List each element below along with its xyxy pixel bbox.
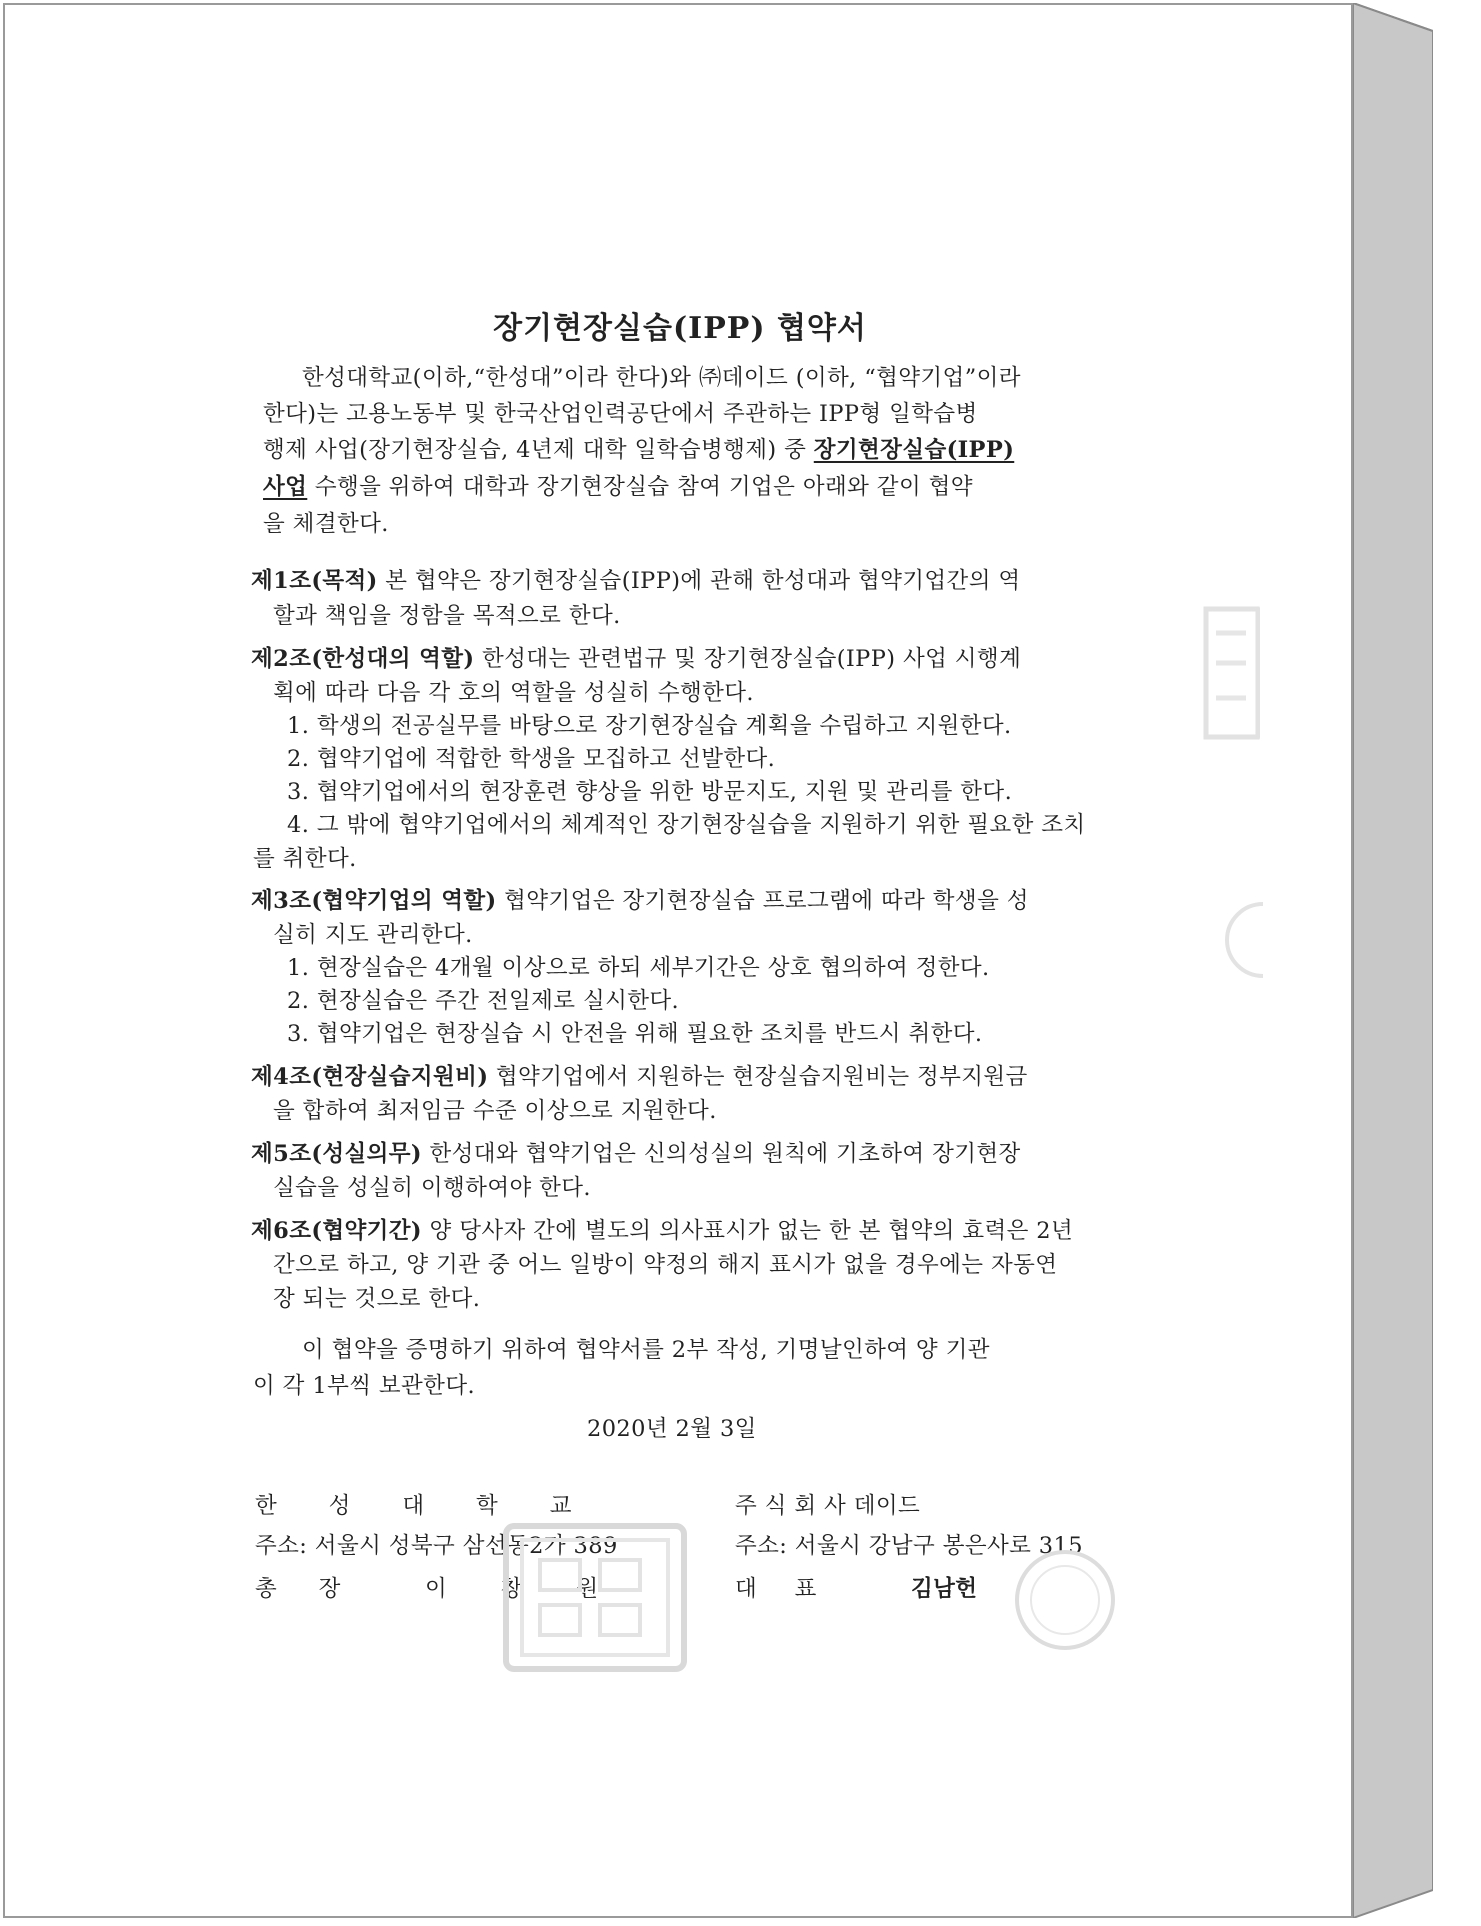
article-3-heading: 제3조(협약기업의 역할) xyxy=(251,888,497,914)
preamble-line-3-text: 행제 사업(장기현장실습, 4년제 대학 일학습병행제) 중 xyxy=(263,437,814,463)
preamble-line-4 xyxy=(263,476,973,499)
article-6-line-2: 간으로 하고, 양 기관 중 어느 일방이 약정의 해지 표시가 없을 경우에는 자동연 xyxy=(273,1252,1058,1278)
closing-line-1: 이 협약을 증명하기 위하여 협약서를 2부 작성, 기명날인하여 양 기관 xyxy=(302,1337,990,1363)
left-org-address: 주소: 서울시 성북구 삼선동2가 389 xyxy=(255,1533,618,1559)
article-1-text: 본 협약은 장기현장실습(IPP)에 관해 한성대과 협약기업간의 역 xyxy=(377,568,1021,594)
preamble-highlight-business: 사업 xyxy=(263,474,308,500)
article-2-item-4-cont: 를 취한다. xyxy=(253,846,357,872)
document-title: 장기현장실습(IPP) 협약서 xyxy=(493,311,867,346)
article-2-line-2: 획에 따라 다음 각 호의 역할을 성실히 수행한다. xyxy=(273,680,754,706)
university-seal-icon xyxy=(500,1520,690,1675)
left-org-name: 한 성 대 학 교 xyxy=(255,1493,572,1519)
article-2-item-4: 4. 그 밖에 협약기업에서의 체계적인 장기현장실습을 지원하기 위한 필요한 조치 xyxy=(287,812,1086,838)
article-5-line-1 xyxy=(251,1143,1021,1166)
article-3-line-1 xyxy=(251,890,1029,913)
preamble-highlight-ipp: 장기현장실습(IPP) xyxy=(813,437,1015,463)
article-6-heading: 제6조(협약기간) xyxy=(251,1218,422,1244)
article-3-line-2: 실히 지도 관리한다. xyxy=(273,922,473,948)
article-6-text: 양 당사자 간에 별도의 의사표시가 없는 한 본 협약의 효력은 2년 xyxy=(421,1218,1074,1244)
article-1-line-2: 할과 책임을 정함을 목적으로 한다. xyxy=(273,603,621,629)
article-4-line-2: 을 합하여 최저임금 수준 이상으로 지원한다. xyxy=(273,1098,717,1124)
article-3-item-2: 2. 현장실습은 주간 전일제로 실시한다. xyxy=(287,988,680,1014)
preamble-line-5: 을 체결한다. xyxy=(263,511,389,537)
article-6-line-3: 장 되는 것으로 한다. xyxy=(273,1286,481,1312)
article-3-item-1: 1. 현장실습은 4개월 이상으로 하되 세부기간은 상호 협의하여 정한다. xyxy=(287,955,990,981)
document-date: 2020년 2월 3일 xyxy=(587,1416,757,1442)
article-4-text: 협약기업에서 지원하는 현장실습지원비는 정부지원금 xyxy=(488,1064,1028,1090)
article-2-line-1 xyxy=(251,648,1021,671)
preamble-line-1: 한성대학교(이하,“한성대”이라 한다)와 ㈜데이드 (이하, “협약기업”이라 xyxy=(302,365,1021,391)
article-3-text: 협약기업은 장기현장실습 프로그램에 따라 학생을 성 xyxy=(496,888,1029,914)
preamble-line-2: 한다)는 고용노동부 및 한국산업인력공단에서 주관하는 IPP형 일학습병 xyxy=(263,401,978,427)
article-2-heading: 제2조(한성대의 역할) xyxy=(251,646,475,672)
article-2-item-2: 2. 협약기업에 적합한 학생을 모집하고 선발한다. xyxy=(287,746,776,772)
page-stack-edge xyxy=(1353,3,1433,1918)
article-2-text: 한성대는 관련법규 및 장기현장실습(IPP) 사업 시행계 xyxy=(474,646,1022,672)
article-5-text: 한성대와 협약기업은 신의성실의 원칙에 기초하여 장기현장 xyxy=(421,1141,1021,1167)
document-page xyxy=(3,3,1353,1918)
right-org-name: 주 식 회 사 데이드 xyxy=(735,1493,921,1519)
article-5-line-2: 실습을 성실히 이행하여야 한다. xyxy=(273,1175,591,1201)
article-4-heading: 제4조(현장실습지원비) xyxy=(251,1064,489,1090)
seal-fragment-lower-icon xyxy=(1225,900,1265,980)
article-1-line-1 xyxy=(251,570,1021,593)
preamble-line-3 xyxy=(263,439,1014,462)
article-4-line-1 xyxy=(251,1066,1028,1089)
preamble-line-4-text: 수행을 위하여 대학과 장기현장실습 참여 기업은 아래와 같이 협약 xyxy=(307,474,973,500)
seal-fragment-upper-icon xyxy=(1200,603,1260,743)
company-seal-icon xyxy=(1010,1545,1120,1655)
right-org-address: 주소: 서울시 강남구 봉은사로 315 xyxy=(735,1533,1083,1559)
closing-line-2: 이 각 1부씩 보관한다. xyxy=(253,1373,476,1399)
left-person: 이 창 원 xyxy=(425,1576,599,1602)
left-role: 총 장 xyxy=(255,1576,341,1602)
right-person: 김남헌 xyxy=(911,1576,978,1602)
article-5-heading: 제5조(성실의무) xyxy=(251,1141,422,1167)
article-2-item-3: 3. 협약기업에서의 현장훈련 향상을 위한 방문지도, 지원 및 관리를 한다. xyxy=(287,779,1013,805)
article-1-heading: 제1조(목적) xyxy=(251,568,378,594)
article-6-line-1 xyxy=(251,1220,1073,1243)
right-role: 대 표 xyxy=(735,1576,817,1602)
article-2-item-1: 1. 학생의 전공실무를 바탕으로 장기현장실습 계획을 수립하고 지원한다. xyxy=(287,713,1012,739)
article-3-item-3: 3. 협약기업은 현장실습 시 안전을 위해 필요한 조치를 반드시 취한다. xyxy=(287,1021,983,1047)
